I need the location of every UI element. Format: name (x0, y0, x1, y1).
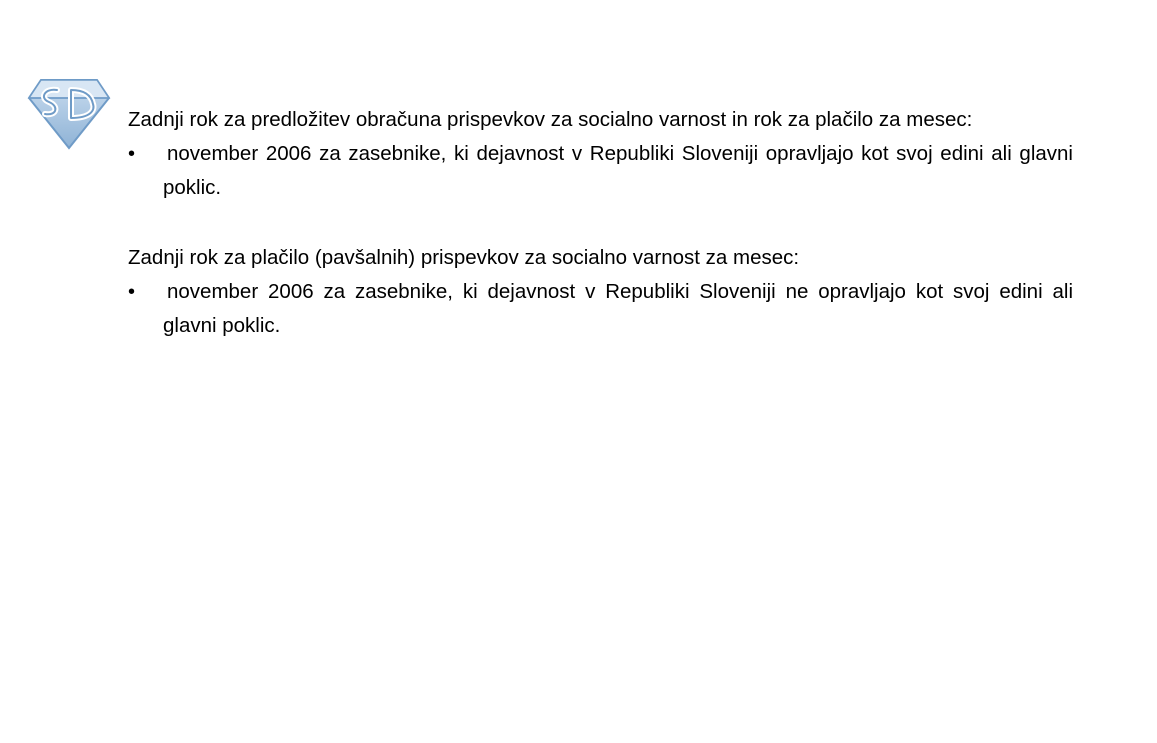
sd-diamond-logo-icon (27, 76, 111, 150)
section-heading: Zadnji rok za plačilo (pavšalnih) prispevkov za socialno varnost za mesec: (128, 246, 800, 269)
bullet-icon: • (128, 143, 136, 165)
list-item (128, 275, 1073, 343)
list-item-text: november 2006 za zasebnike, ki dejavnost v Republiki Sloveniji opravljajo kot svoj edini ali glavni poklic. (163, 142, 1073, 199)
deadline-section-payment (128, 241, 1073, 343)
bullet-icon: • (128, 281, 136, 303)
list-item-text: november 2006 za zasebnike, ki dejavnost v Republiki Sloveniji ne opravljajo kot svoj edini ali glavni poklic. (163, 280, 1073, 337)
deadline-section-submission (128, 103, 1073, 205)
bullet-list (128, 275, 1073, 343)
list-item (128, 137, 1073, 205)
section-heading: Zadnji rok za predložitev obračuna prispevkov za socialno varnost in rok za plačilo za mesec: (128, 108, 973, 131)
bullet-list (128, 137, 1073, 205)
document-body (128, 103, 1073, 379)
